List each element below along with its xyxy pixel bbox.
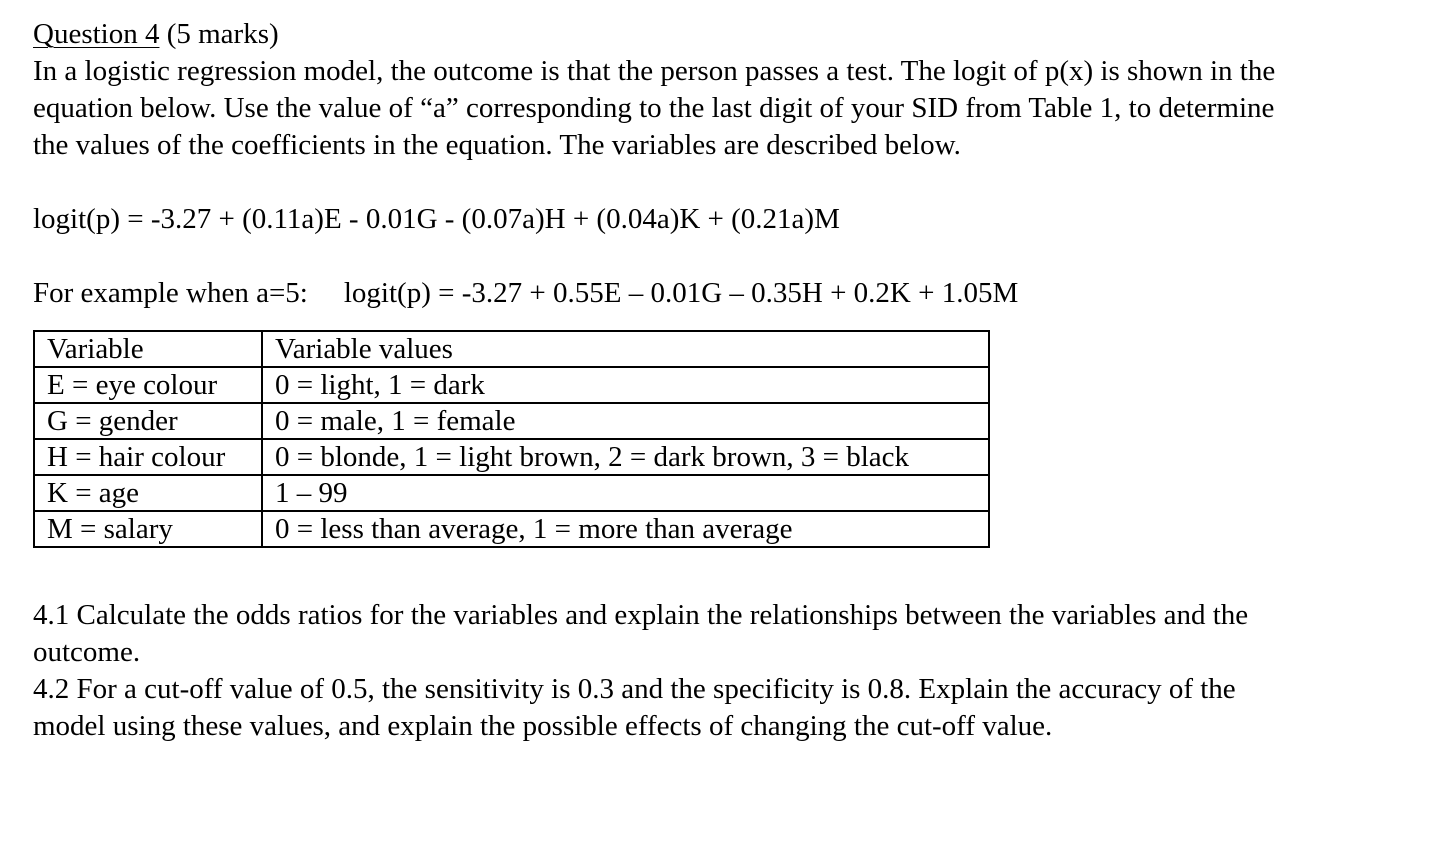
variable-cell: M = salary: [34, 511, 262, 547]
logit-equation: logit(p) = -3.27 + (0.11a)E - 0.01G - (0.07a)H + (0.04a)K + (0.21a)M: [33, 203, 840, 235]
table-row: [34, 439, 989, 475]
intro-line: equation below. Use the value of “a” corresponding to the last digit of your SID from Table 1, to determine: [33, 92, 1275, 124]
subquestion-line: 4.1 Calculate the odds ratios for the variables and explain the relationships between the variables and the: [33, 599, 1249, 631]
subquestion-line: 4.2 For a cut-off value of 0.5, the sensitivity is 0.3 and the specificity is 0.8. Explain the accuracy of the: [33, 673, 1236, 705]
subquestion-line: outcome.: [33, 636, 141, 668]
question-intro: [33, 53, 1433, 164]
example-row: [33, 275, 1433, 312]
document-page: [33, 16, 1433, 312]
example-equation: logit(p) = -3.27 + 0.55E – 0.01G – 0.35H + 0.2K + 1.05M: [343, 277, 1019, 309]
values-cell: 0 = light, 1 = dark: [262, 367, 989, 403]
variables-table: [33, 330, 990, 548]
variable-cell: H = hair colour: [34, 439, 262, 475]
subquestion-line: model using these values, and explain the possible effects of changing the cut-off value.: [33, 710, 1053, 742]
intro-line: In a logistic regression model, the outcome is that the person passes a test. The logit of p(x) is shown in the: [33, 55, 1276, 87]
subquestion-4-2: [33, 671, 1433, 745]
variable-cell: E = eye colour: [34, 367, 262, 403]
subquestion-4-1: [33, 597, 1433, 671]
column-header-variable: Variable: [34, 331, 262, 367]
table-header-row: [34, 331, 989, 367]
variable-cell: K = age: [34, 475, 262, 511]
column-header-values: Variable values: [262, 331, 989, 367]
example-label: For example when a=5:: [33, 277, 308, 309]
table-row: [34, 403, 989, 439]
variable-cell: G = gender: [34, 403, 262, 439]
table-row: [34, 367, 989, 403]
intro-line: the values of the coefficients in the equation. The variables are described below.: [33, 129, 961, 161]
question-heading: [33, 16, 1433, 53]
table-row: [34, 511, 989, 547]
question-marks: (5 marks): [166, 18, 279, 50]
values-cell: 0 = male, 1 = female: [262, 403, 989, 439]
subquestions: [33, 597, 1433, 745]
values-cell: 0 = less than average, 1 = more than average: [262, 511, 989, 547]
table-row: [34, 475, 989, 511]
question-title: Question 4: [33, 18, 160, 50]
values-cell: 1 – 99: [262, 475, 989, 511]
values-cell: 0 = blonde, 1 = light brown, 2 = dark brown, 3 = black: [262, 439, 989, 475]
